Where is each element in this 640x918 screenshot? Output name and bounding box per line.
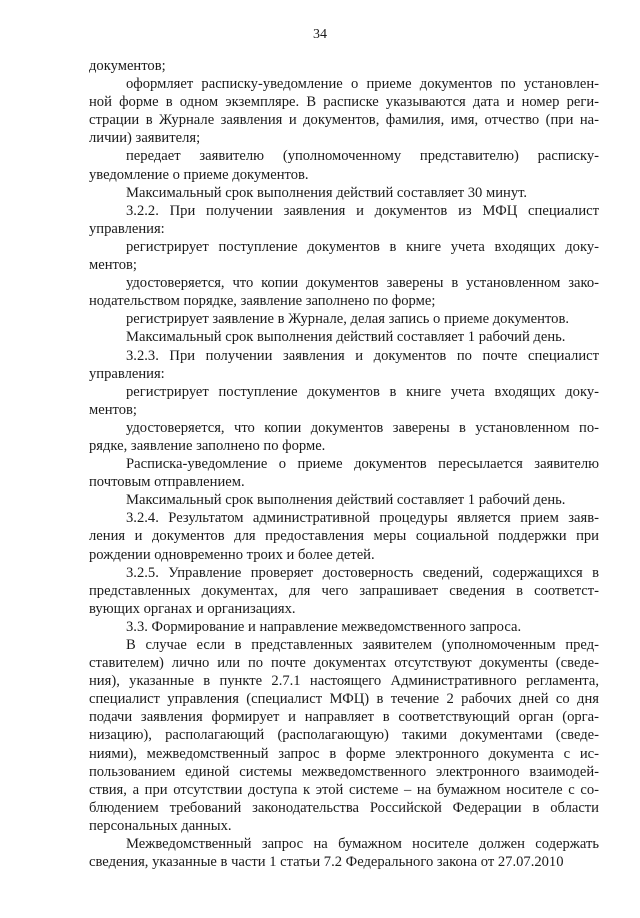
- paragraph: [89, 347, 599, 383]
- text-line: управления:: [89, 220, 165, 237]
- text-line: ставителем) лично или по почте документах отсутствуют документы (сведе-: [89, 655, 599, 672]
- text-line: вующих органах и организациях.: [89, 600, 296, 617]
- text-line: блюдением требований законодательства Российской Федерации в области: [89, 799, 599, 816]
- text-line: Максимальный срок выполнения действий составляет 1 рабочий день.: [126, 492, 566, 509]
- text-line: ментов;: [89, 401, 137, 418]
- paragraph: [89, 147, 599, 183]
- text-line: 3.2.5. Управление проверяет достоверность сведений, содержащихся в: [126, 564, 599, 581]
- text-line: рождении одновременно троих и более детей.: [89, 546, 375, 563]
- paragraph: [89, 491, 599, 509]
- paragraph: [89, 618, 599, 636]
- text-line: ной форме в одном экземпляре. В расписке указываются дата и номер реги-: [89, 94, 599, 111]
- text-line: 3.2.2. При получении заявления и документов из МФЦ специалист: [126, 202, 599, 219]
- text-line: персональных данных.: [89, 817, 232, 834]
- text-line: Межведомственный запрос на бумажном носителе должен содержать: [126, 836, 599, 853]
- text-line: ления и документов для предоставления меры социальной поддержки при: [89, 528, 599, 545]
- page-number: 34: [313, 27, 327, 42]
- text-line: регистрирует поступление документов в книге учета входящих доку-: [126, 383, 599, 400]
- text-line: нодательством порядке, заявление заполнено по форме;: [89, 293, 436, 310]
- text-line: оформляет расписку-уведомление о приеме документов по установлен-: [126, 76, 599, 93]
- paragraph: [89, 238, 599, 274]
- text-line: ния), указанные в пункте 2.7.1 настоящего Административного регламента,: [89, 673, 599, 690]
- text-line: Максимальный срок выполнения действий составляет 1 рабочий день.: [126, 329, 566, 346]
- text-line: 3.2.4. Результатом административной процедуры является прием заяв-: [126, 510, 599, 527]
- text-line: ментов;: [89, 257, 137, 274]
- paragraph: [89, 310, 599, 328]
- text-line: удостоверяется, что копии документов заверены в установленном по-: [126, 419, 599, 436]
- text-line: ствия, а при отсутствии доступа к этой системе – на бумажном носителе с со-: [89, 781, 599, 798]
- text-line: подачи заявления формирует и направляет в соответствующий орган (орга-: [89, 709, 599, 726]
- paragraph: [89, 274, 599, 310]
- text-line: Расписка-уведомление о приеме документов пересылается заявителю: [126, 456, 599, 473]
- text-line: удостоверяется, что копии документов заверены в установленном зако-: [126, 275, 599, 292]
- text-line: рядке, заявление заполнено по форме.: [89, 437, 326, 454]
- text-line: уведомление о приеме документов.: [89, 166, 309, 183]
- text-line: представленных документах, для чего запрашивает сведения в соответст-: [89, 582, 599, 599]
- text-line: 3.3. Формирование и направление межведомственного запроса.: [126, 618, 522, 635]
- paragraph: [89, 835, 599, 871]
- paragraph: [89, 184, 599, 202]
- paragraph: [89, 383, 599, 419]
- text-line: передает заявителю (уполномоченному представителю) расписку-: [126, 148, 599, 165]
- text-line: управления:: [89, 365, 165, 382]
- document-body: [89, 57, 599, 871]
- paragraph: [89, 75, 599, 147]
- text-line: пользованием единой системы межведомственного электронного взаимодей-: [89, 763, 599, 780]
- paragraph: [89, 636, 599, 835]
- text-line: регистрирует поступление документов в книге учета входящих доку-: [126, 238, 599, 255]
- paragraph: [89, 328, 599, 346]
- paragraph: [89, 57, 599, 75]
- paragraph: [89, 455, 599, 491]
- text-line: документов;: [89, 58, 166, 74]
- paragraph: [89, 509, 599, 563]
- text-line: личии) заявителя;: [89, 130, 201, 147]
- text-line: регистрирует заявление в Журнале, делая запись о приеме документов.: [126, 311, 569, 328]
- paragraph: [89, 564, 599, 618]
- text-line: 3.2.3. При получении заявления и документов по почте специалист: [126, 347, 599, 364]
- text-line: Максимальный срок выполнения действий составляет 30 минут.: [126, 184, 528, 201]
- paragraph: [89, 419, 599, 455]
- text-line: почтовым отправлением.: [89, 474, 245, 491]
- text-line: специалист управления (специалист МФЦ) в течение 2 рабочих дней со дня: [89, 691, 599, 708]
- text-line: В случае если в представленных заявителем (уполномоченным пред-: [126, 637, 599, 653]
- text-line: сведения, указанные в части 1 статьи 7.2 Федерального закона от 27.07.2010: [89, 854, 564, 871]
- text-line: страции в Журнале заявления и документов, фамилия, имя, отчество (при на-: [89, 112, 599, 129]
- paragraph: [89, 202, 599, 238]
- text-line: ниями), межведомственный запрос в форме электронного документа с ис-: [89, 745, 599, 762]
- text-line: низацию), располагающий (располагающую) такими документами (сведе-: [89, 727, 599, 744]
